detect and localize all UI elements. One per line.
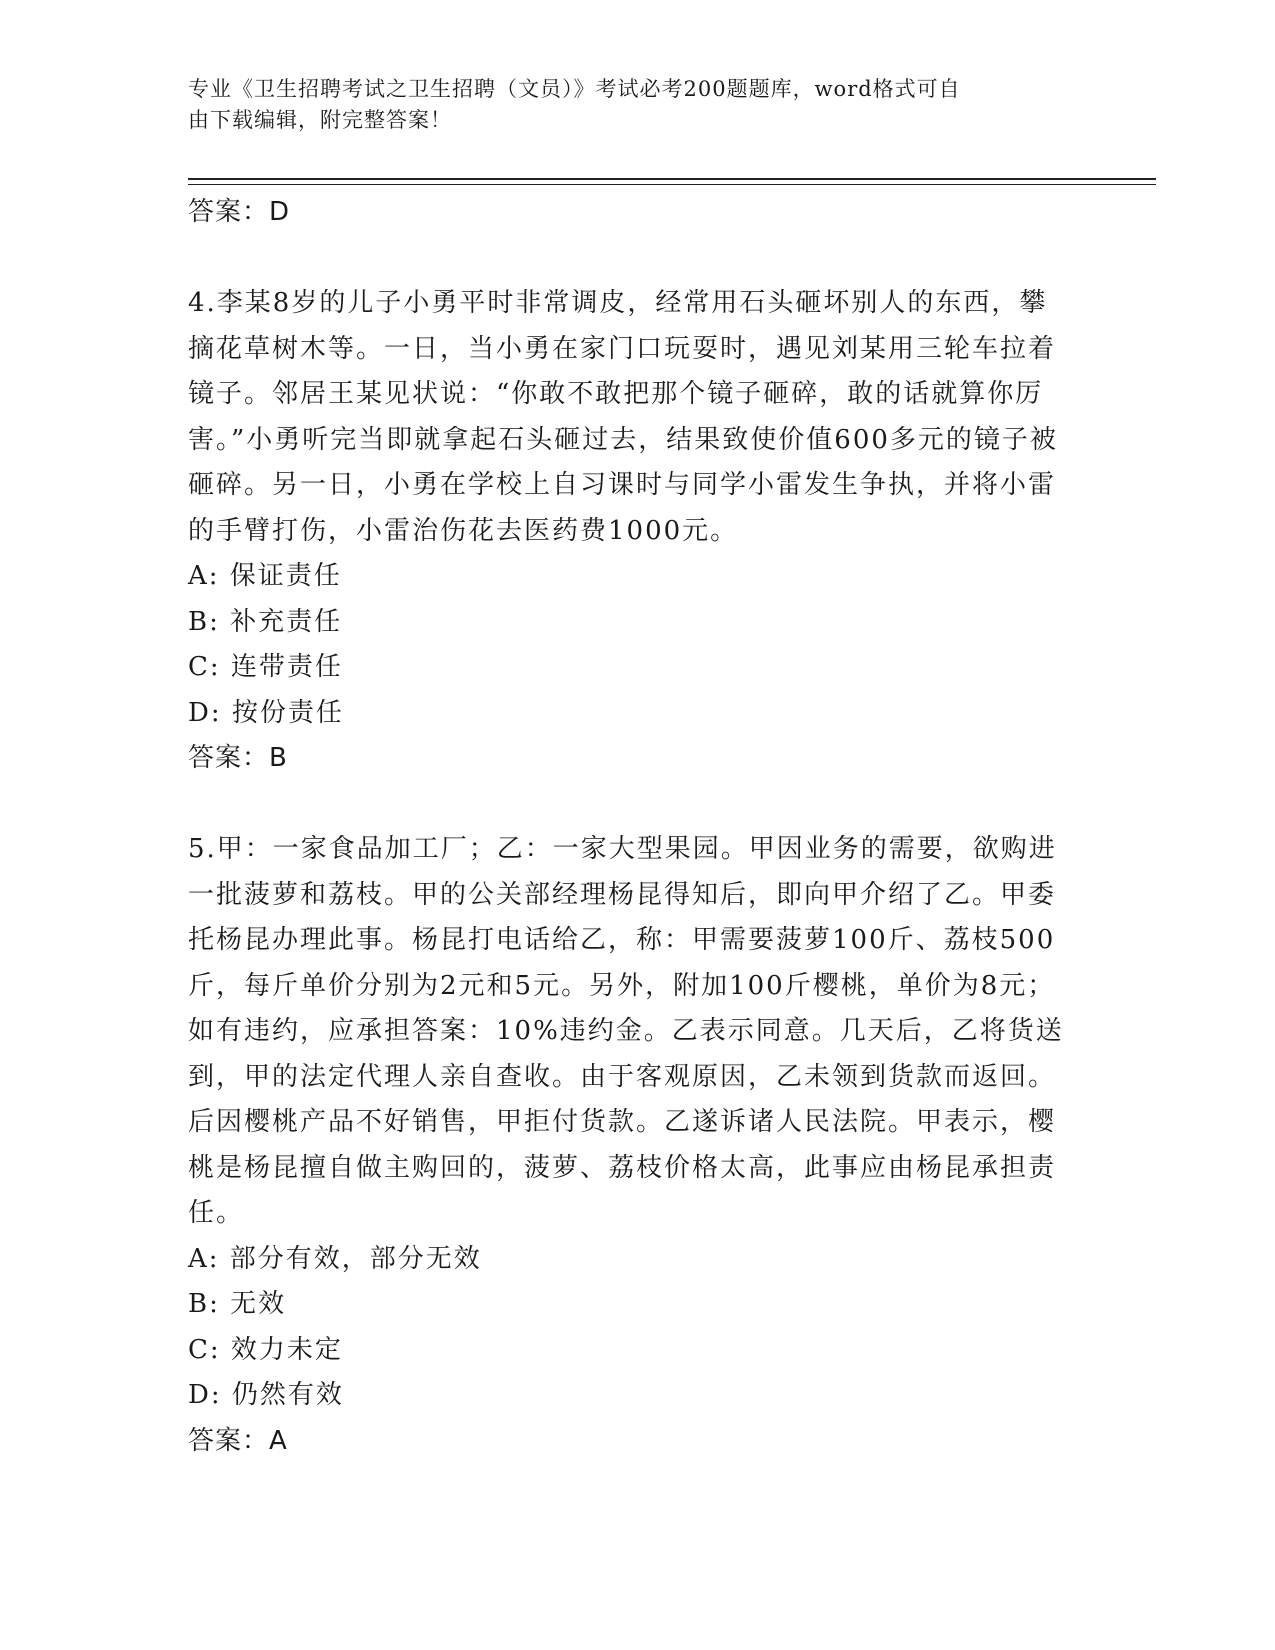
question-5 <box>188 827 1068 1464</box>
option-a: A: 部分有效，部分无效 <box>188 1243 482 1274</box>
spacer <box>188 236 1068 282</box>
option-a: A: 保证责任 <box>188 561 342 591</box>
answer: 答案：A <box>188 1425 288 1456</box>
option-c: C: 连带责任 <box>188 652 343 682</box>
question-text: 4.李某8岁的儿子小勇平时非常调皮，经常用石头砸坏别人的东西，攀摘花草树木等。一日，当小勇在家门口玩耍时，遇见刘某用三轮车拉着镜子。邻居王某见状说：“你敢不敢把那个镜子砸碎，敢的话就算你厉害。”小勇听完当即就拿起石头砸过去，结果致使价值600多元的镜子被砸碎。另一日，小勇在学校上自习课时与同学小雷发生争执，并将小雷的手臂打伤，小雷治伤花去医药费1000元。 <box>188 288 1058 546</box>
header-line-1: 专业《卫生招聘考试之卫生招聘（文员）》考试必考200题题库，word格式可自 <box>188 77 961 101</box>
option-d: D: 仍然有效 <box>188 1380 344 1410</box>
spacer <box>188 782 1068 828</box>
header-line-2: 由下载编辑，附完整答案！ <box>188 108 452 132</box>
header-divider-thick <box>188 178 1156 180</box>
previous-answer: 答案：D <box>188 197 291 227</box>
option-c: C: 效力未定 <box>188 1334 343 1365</box>
question-4 <box>188 281 1068 782</box>
option-d: D: 按份责任 <box>188 697 344 728</box>
option-b: B: 补充责任 <box>188 606 343 637</box>
answer: 答案：B <box>188 743 288 773</box>
header-divider-thin <box>188 184 1156 185</box>
document-body <box>188 190 1068 1464</box>
page-header <box>188 74 1068 136</box>
option-b: B: 无效 <box>188 1289 287 1319</box>
question-text: 5.甲：一家食品加工厂；乙：一家大型果园。甲因业务的需要，欲购进一批菠萝和荔枝。甲的公关部经理杨昆得知后，即向甲介绍了乙。甲委托杨昆办理此事。杨昆打电话给乙，称：甲需要菠萝100斤、荔枝500斤，每斤单价分别为2元和5元。另外，附加100斤樱桃，单价为8元；如有违约，应承担答案：10%违约金。乙表示同意。几天后，乙将货送到，甲的法定代理人亲自查收。由于客观原因，乙未领到货款而返回。后因樱桃产品不好销售，甲拒付货款。乙遂诉诸人民法院。甲表示，樱桃是杨昆擅自做主购回的，菠萝、荔枝价格太高，此事应由杨昆承担责任。 <box>188 834 1064 1228</box>
